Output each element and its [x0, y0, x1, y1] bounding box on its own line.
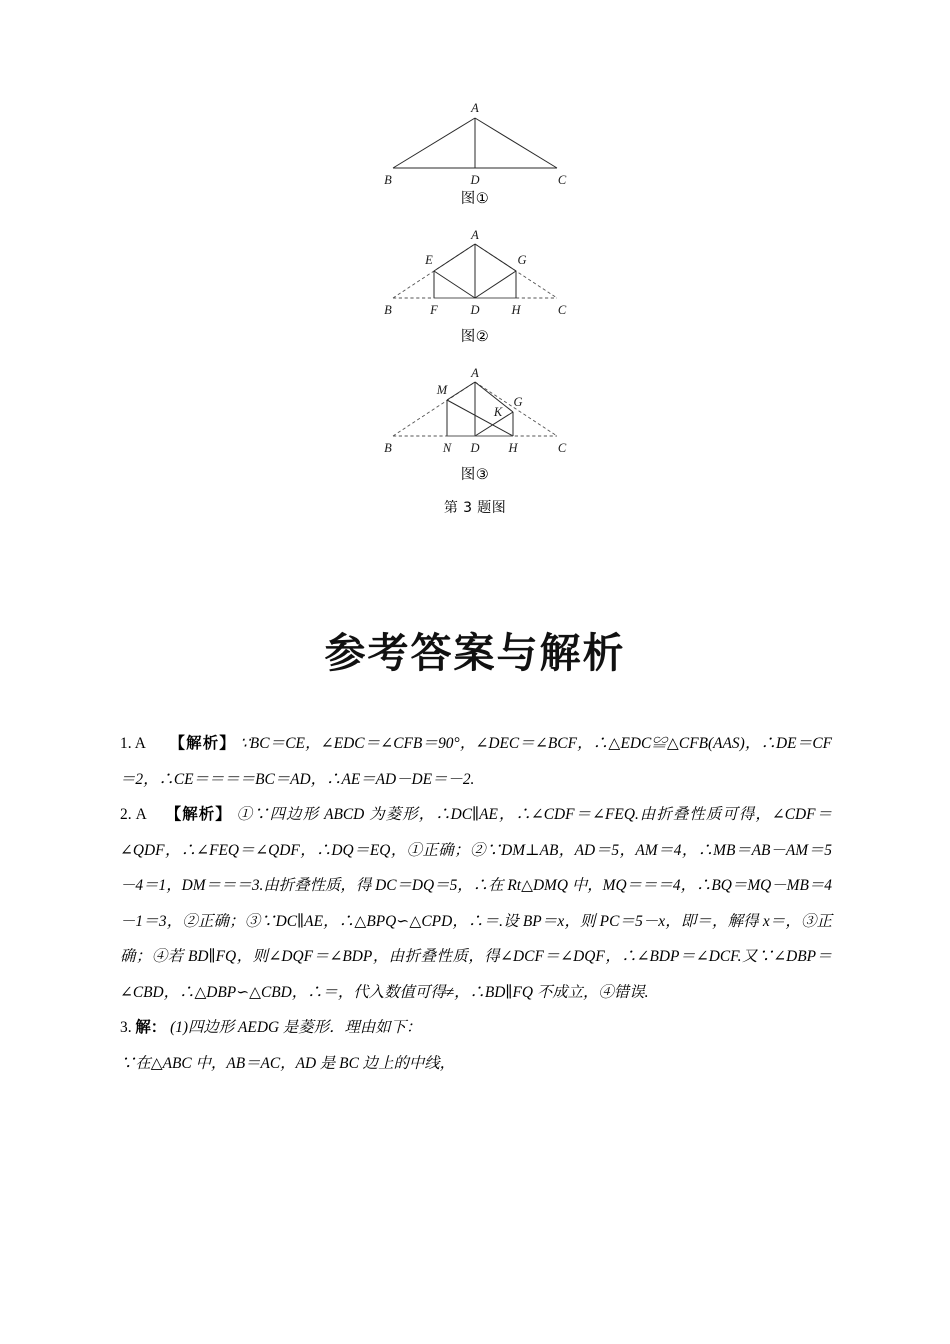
answer-item-2 — [120, 797, 832, 1010]
figure-3-label-H: H — [508, 440, 518, 455]
figure-2-label-A: A — [471, 229, 479, 242]
answer-3-number: 3. — [120, 1019, 132, 1036]
figure-3-block — [0, 368, 950, 517]
answer-2-number: 2. — [120, 806, 132, 823]
figure-1-diagram — [375, 100, 575, 188]
answer-1-choice: A — [134, 735, 146, 752]
figure-2-caption: 图② — [460, 328, 490, 345]
answer-2-tag: 【解析】 — [165, 806, 232, 823]
figure-2-label-D: D — [470, 302, 480, 317]
answer-3-line-2-row — [120, 1046, 832, 1082]
figure-2-diagram — [375, 230, 575, 322]
answers-section — [120, 726, 832, 1081]
figure-3-caption: 图③ — [460, 466, 490, 483]
answer-2-choice: A — [135, 806, 146, 823]
figure-1-block — [0, 100, 950, 208]
figure-2-label-G: G — [517, 252, 527, 267]
figure-3-diagram — [375, 368, 575, 460]
page-title: 参考答案与解析 — [324, 629, 626, 677]
answer-3-line-2: ∵在△ABC 中，AB＝AC，AD 是 BC 边上的中线， — [120, 1054, 456, 1072]
figure-1-label-C: C — [557, 173, 567, 187]
figure-1-label-A: A — [471, 101, 479, 115]
answer-3-tag: 解： — [135, 1019, 167, 1036]
figure-3-label-N: N — [442, 440, 452, 455]
figure-1-label-B: B — [384, 173, 392, 187]
figure-1-label-D: D — [470, 173, 480, 187]
figure-2-label-B: B — [384, 302, 392, 317]
figure-3-label-K: K — [493, 404, 503, 419]
figure-2-label-H: H — [511, 302, 521, 317]
figure-2-label-E: E — [425, 252, 433, 267]
figure-3-label-D: D — [470, 440, 480, 455]
figure-3-label-C: C — [557, 440, 567, 455]
answer-1-tag: 【解析】 — [169, 735, 236, 752]
figure-3-label-A: A — [471, 367, 479, 380]
figure-2-label-F: F — [430, 302, 438, 317]
figure-2-label-C: C — [557, 302, 567, 317]
answer-2-body: ①∵四边形 ABCD 为菱形，∴DC∥AE，∴∠CDF＝∠FEQ.由折叠性质可得，∠CDF＝∠QDF，∴∠FEQ＝∠QDF，∴DQ＝EQ，①正确；②∵DM⊥AB，AD＝5，AM＝4，∴MB＝AB－AM＝5－4＝1，DM＝＝＝3.由折叠性质，得 DC＝DQ＝5，∴在 Rt△DMQ 中，MQ＝＝＝4，∴BQ＝MQ－MB＝4－1＝3，②正确；③∵DC∥AE，∴△BPQ∽△CPD，∴＝.设 BP＝x，则 PC＝5－x，即＝，解得 x＝，③正确；④若 BD∥FQ，则∠DQF＝∠BDP，由折叠性质，得∠DCF＝∠DQF，∴∠BDP＝∠DCF.又∵∠DBP＝∠CBD，∴△DBP∽△CBD，∴＝，代入数值可得≠，∴BD∥FQ 不成立，④错误. — [120, 806, 833, 1001]
answer-item-1 — [120, 726, 832, 797]
answer-1-number: 1. — [120, 735, 132, 752]
figure-3-label-G: G — [513, 394, 523, 409]
problem-figure-caption: 第 3 题图 — [443, 499, 507, 516]
figure-3-label-B: B — [384, 440, 392, 455]
figures-group — [0, 100, 950, 517]
figure-3-label-M: M — [436, 382, 448, 397]
answer-1-body: ∵BC＝CE，∠EDC＝∠CFB＝90°，∠DEC＝∠BCF，∴△EDC≌△CFB(AAS)，∴DE＝CF＝2，∴CE＝＝＝＝BC＝AD，∴AE＝AD－DE＝－2. — [120, 735, 832, 788]
figure-1-caption: 图① — [460, 191, 490, 207]
answer-3-line-1: (1)四边形 AEDG 是菱形．理由如下： — [170, 1019, 422, 1036]
answer-item-3 — [120, 1010, 832, 1046]
figure-2-block — [0, 230, 950, 346]
